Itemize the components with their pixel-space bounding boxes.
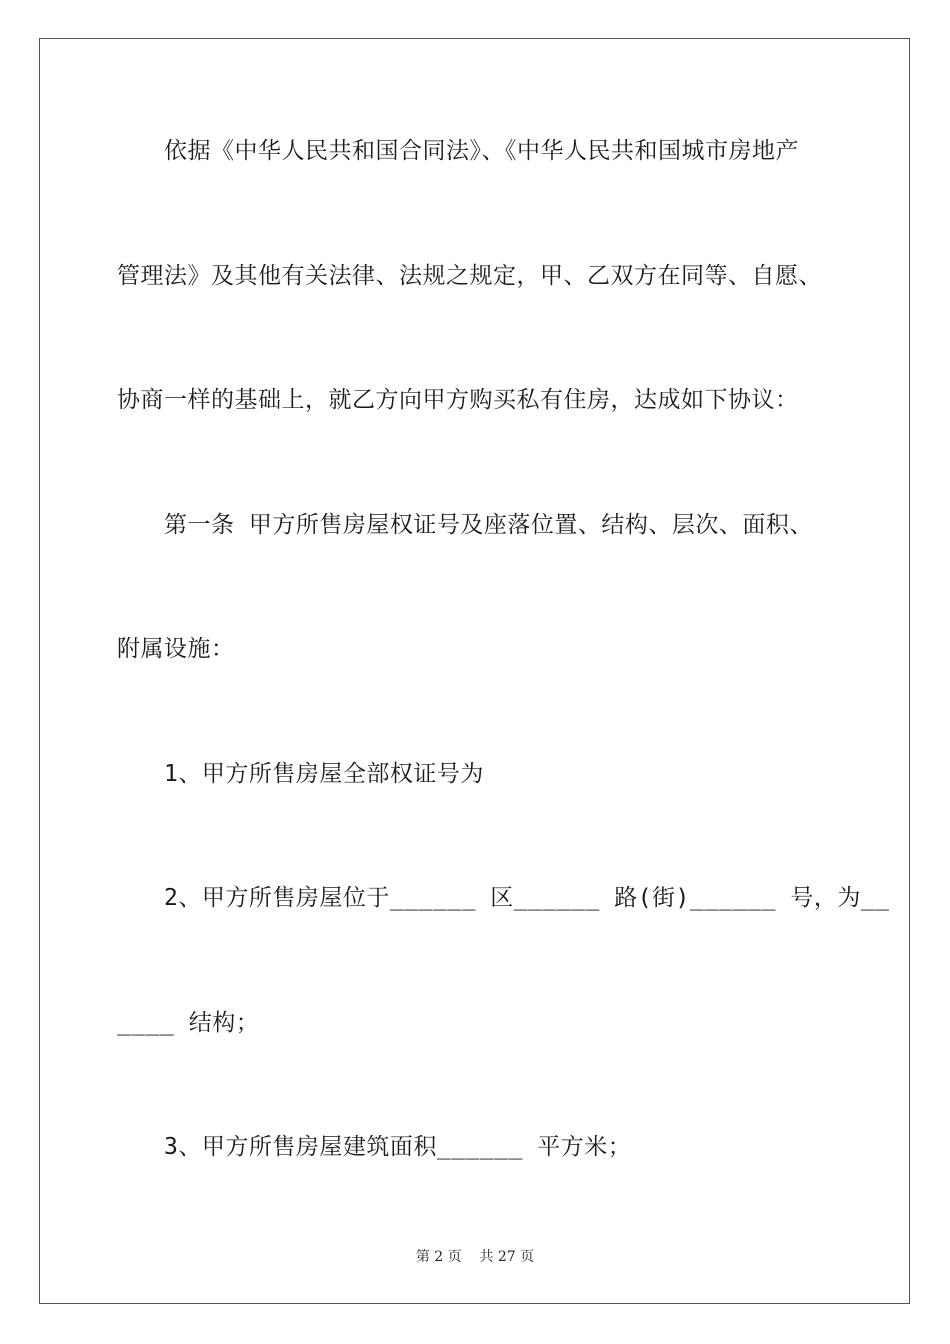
paragraph-line-3: 协商一样的基础上，就乙方向甲方购买私有住房，达成如下协议： <box>117 387 799 413</box>
paragraph-line-1: 依据《中华人民共和国合同法》、《中华人民共和国城市房地产 <box>164 138 799 164</box>
paragraph-line-2: 管理法》及其他有关法律、法规之规定，甲、乙双方在同等、自愿、 <box>117 263 822 289</box>
clause-2: 2、甲方所售房屋位于______ 区______ 路(街)______ 号，为__ <box>164 885 890 911</box>
clause-3: 3、甲方所售房屋建筑面积______ 平方米； <box>164 1134 632 1160</box>
article-one-heading: 第一条 甲方所售房屋权证号及座落位置、结构、层次、面积、 <box>164 512 813 538</box>
clause-1: 1、甲方所售房屋全部权证号为 <box>164 761 484 787</box>
page-frame <box>39 38 910 1304</box>
clause-2-cont: ____ 结构； <box>117 1010 260 1036</box>
page-number-footer: 第 2 页 共 27 页 <box>415 1249 535 1265</box>
article-one-heading-cont: 附属设施： <box>117 636 235 662</box>
